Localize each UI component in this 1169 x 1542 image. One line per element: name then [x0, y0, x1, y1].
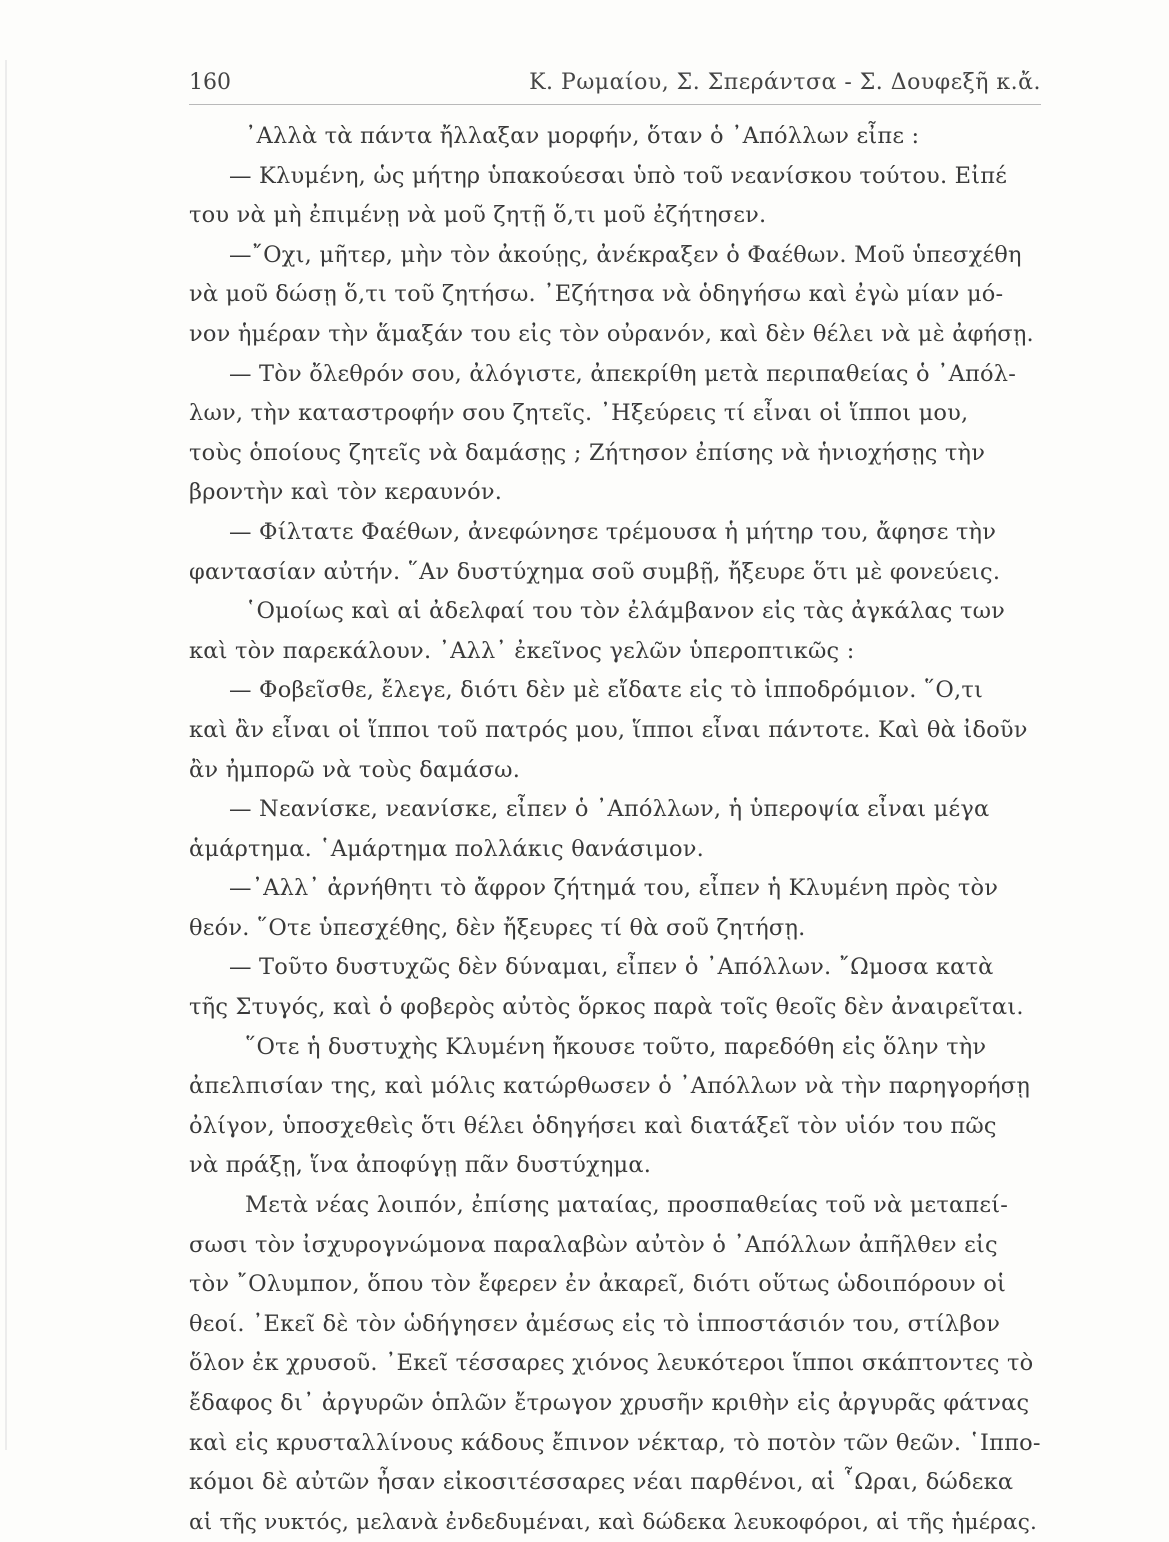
- text-line: νὰ μοῦ δώσῃ ὅ,τι τοῦ ζητήσω. ᾿Εζήτησα νὰ ὁδηγήσω καὶ ἐγὼ μίαν μό-: [189, 281, 1004, 308]
- text-line: — Τὸν ὄλεθρόν σου, ἀλόγιστε, ἀπεκρίθη μετὰ περιπαθείας ὁ ᾿Απόλ-: [229, 360, 1017, 387]
- text-line: καὶ εἰς κρυσταλλίνους κάδους ἔπινον νέκταρ, τὸ ποτὸν τῶν θεῶν. ῾Ιππο-: [189, 1429, 1041, 1456]
- text-line: ὅλον ἐκ χρυσοῦ. ᾿Εκεῖ τέσσαρες χιόνος λευκότεροι ἵπποι σκάπτοντες τὸ: [189, 1350, 1034, 1377]
- text-line: νὰ πράξῃ, ἵνα ἀποφύγῃ πᾶν δυστύχημα.: [189, 1152, 652, 1179]
- text-line: —῎Οχι, μῆτερ, μὴν τὸν ἀκούῃς, ἀνέκραξεν ὁ Φαέθων. Μοῦ ὑπεσχέθη: [229, 241, 1022, 268]
- text-line: λων, τὴν καταστροφήν σου ζητεῖς. ᾿Ηξεύρεις τί εἶναι οἱ ἵπποι μου,: [189, 400, 969, 427]
- text-line: ἔδαφος δι᾿ ἀργυρῶν ὁπλῶν ἔτρωγον χρυσῆν κριθὴν εἰς ἀργυρᾶς φάτνας: [189, 1390, 1030, 1416]
- text-line: αἱ τῆς νυκτός, μελανὰ ἐνδεδυμέναι, καὶ δώδεκα λευκοφόροι, αἱ τῆς ἡμέρας.: [189, 1509, 1038, 1535]
- text-line: θεοί. ᾿Εκεῖ δὲ τὸν ὡδήγησεν ἀμέσως εἰς τὸ ἱπποστάσιόν του, στίλβον: [189, 1310, 1001, 1337]
- running-head: Κ. Ρωμαίου, Σ. Σπεράντσα - Σ. Δουφεξῆ κ.ἄ.: [529, 70, 1041, 95]
- text-line: καὶ ἂν εἶναι οἱ ἵπποι τοῦ πατρός μου, ἵπποι εἶναι πάντοτε. Καὶ θὰ ἰδοῦν: [189, 716, 1028, 743]
- text-line: ᾿Αλλὰ τὰ πάντα ἤλλαξαν μορφήν, ὅταν ὁ ᾿Απόλλων εἶπε :: [245, 123, 920, 149]
- text-line: κόμοι δὲ αὐτῶν ἦσαν εἰκοσιτέσσαρες νέαι παρθένοι, αἱ ῟Ωραι, δώδεκα: [189, 1469, 1014, 1496]
- text-line: — Νεανίσκε, νεανίσκε, εἶπεν ὁ ᾿Απόλλων, ἡ ὑπεροψία εἶναι μέγα: [229, 796, 990, 823]
- text-line: ἀπελπισίαν της, καὶ μόλις κατώρθωσεν ὁ ᾿Απόλλων νὰ τὴν παρηγορήσῃ: [189, 1073, 1031, 1100]
- text-line: — Κλυμένη, ὡς μήτηρ ὑπακούεσαι ὑπὸ τοῦ νεανίσκου τούτου. Εἰπέ: [229, 162, 1008, 189]
- text-line: — Φοβεῖσθε, ἔλεγε, διότι δὲν μὲ εἴδατε εἰς τὸ ἱπποδρόμιον. ῞Ο,τι: [229, 677, 984, 704]
- text-line: νον ἡμέραν τὴν ἅμαξάν του εἰς τὸν οὐρανόν, καὶ δὲν θέλει νὰ μὲ ἀφήσῃ.: [189, 320, 1034, 347]
- text-line: τῆς Στυγός, καὶ ὁ φοβερὸς αὐτὸς ὅρκος παρὰ τοῖς θεοῖς δὲν ἀναιρεῖται.: [189, 994, 1024, 1021]
- text-line: — Φίλτατε Φαέθων, ἀνεφώνησε τρέμουσα ἡ μήτηρ του, ἄφησε τὴν: [229, 518, 997, 545]
- header-divider: [189, 104, 1041, 105]
- page-header: [189, 66, 1041, 102]
- text-line: θεόν. ῞Οτε ὑπεσχέθης, δὲν ἤξευρες τί θὰ σοῦ ζητήσῃ.: [189, 914, 806, 941]
- text-line: σωσι τὸν ἰσχυρογνώμονα παραλαβὼν αὐτὸν ὁ ᾿Απόλλων ἀπῆλθεν εἰς: [189, 1231, 998, 1258]
- text-line: Μετὰ νέας λοιπόν, ἐπίσης ματαίας, προσπαθείας τοῦ νὰ μεταπεί-: [245, 1192, 1009, 1219]
- page-edge-shadow: [5, 60, 7, 1450]
- text-line: του νὰ μὴ ἐπιμένῃ νὰ μοῦ ζητῇ ὅ,τι μοῦ ἐζήτησεν.: [189, 202, 767, 229]
- text-line: ἁμάρτημα. ῾Αμάρτημα πολλάκις θανάσιμον.: [189, 835, 705, 862]
- text-line: ἂν ἠμπορῶ νὰ τοὺς δαμάσω.: [189, 756, 521, 783]
- text-line: —᾿Αλλ᾿ ἀρνήθητι τὸ ἄφρον ζήτημά του, εἶπεν ἡ Κλυμένη πρὸς τὸν: [229, 875, 999, 902]
- text-line: — Τοῦτο δυστυχῶς δὲν δύναμαι, εἶπεν ὁ ᾿Απόλλων. ῎Ωμοσα κατὰ: [229, 954, 994, 981]
- page-number: 160: [189, 70, 231, 95]
- text-line: βροντὴν καὶ τὸν κεραυνόν.: [189, 479, 503, 506]
- text-line: ὀλίγον, ὑποσχεθεὶς ὅτι θέλει ὁδηγήσει καὶ διατάξεῖ τὸν υἱόν του πῶς: [189, 1112, 997, 1139]
- text-line: ῾Ομοίως καὶ αἱ ἀδελφαί του τὸν ἐλάμβανον εἰς τὰς ἀγκάλας των: [245, 598, 1006, 625]
- text-line: τὸν ῎Ολυμπον, ὅπου τὸν ἔφερεν ἐν ἀκαρεῖ, διότι οὕτως ὡδοιπόρουν οἱ: [189, 1271, 1007, 1298]
- text-line: τοὺς ὁποίους ζητεῖς νὰ δαμάσῃς ; Ζήτησον ἐπίσης νὰ ἡνιοχήσῃς τὴν: [189, 439, 986, 466]
- text-line: ῞Οτε ἡ δυστυχὴς Κλυμένη ἤκουσε τοῦτο, παρεδόθη εἰς ὅλην τὴν: [245, 1033, 987, 1060]
- text-line: καὶ τὸν παρεκάλουν. ᾿Αλλ᾿ ἐκεῖνος γελῶν ὑπεροπτικῶς :: [189, 637, 855, 664]
- body-text: [189, 117, 1041, 1542]
- text-line: φαντασίαν αὐτήν. ῞Αν δυστύχημα σοῦ συμβῇ, ἤξευρε ὅτι μὲ φονεύεις.: [189, 558, 1001, 585]
